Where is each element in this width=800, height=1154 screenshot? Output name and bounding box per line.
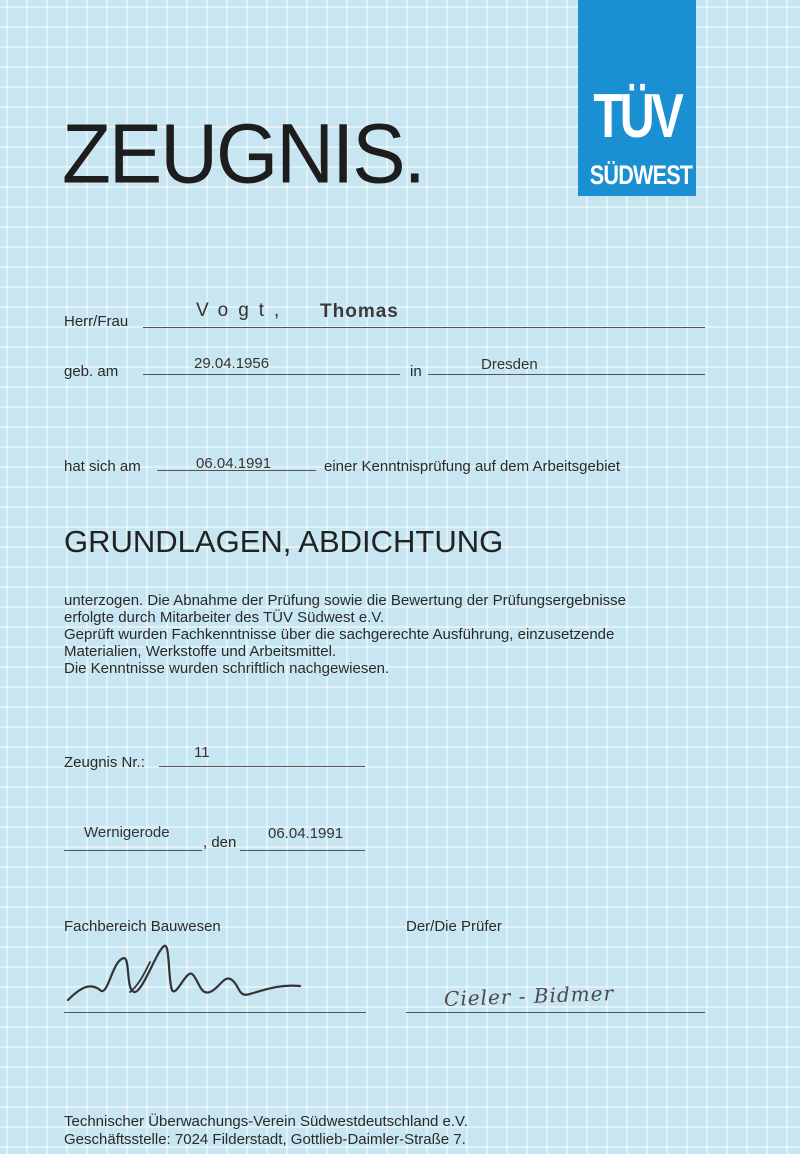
- name-line: [143, 327, 705, 328]
- right-signature: Cieler - Bidmer: [443, 981, 615, 1011]
- place-value: Wernigerode: [84, 824, 170, 841]
- place-line: [64, 850, 202, 851]
- logo-line1: TÜV: [593, 82, 681, 151]
- body-paragraph: [64, 592, 744, 677]
- footer-line2: Geschäftsstelle: 7024 Filderstadt, Gottlieb-Daimler-Straße 7.: [64, 1131, 466, 1148]
- surname-value: Vogt,: [196, 300, 290, 321]
- certificate-number-value: 11: [194, 744, 210, 761]
- birth-place-line: [428, 374, 705, 375]
- left-signature-label: Fachbereich Bauwesen: [64, 918, 221, 935]
- exam-prefix: hat sich am: [64, 458, 141, 475]
- birth-label: geb. am: [64, 363, 119, 380]
- exam-suffix: einer Kenntnisprüfung auf dem Arbeitsgebiet: [324, 458, 621, 475]
- date-label: , den: [203, 834, 237, 851]
- paragraph-line: Materialien, Werkstoffe und Arbeitsmittel.: [64, 643, 337, 660]
- date-value: 06.04.1991: [268, 825, 344, 842]
- paragraph-line: unterzogen. Die Abnahme der Prüfung sowie die Bewertung der Prüfungsergebnisse: [64, 592, 627, 609]
- right-signature-line: [406, 1012, 705, 1013]
- certificate-number-label: Zeugnis Nr.:: [64, 754, 145, 771]
- logo-line2: SÜDWEST: [589, 160, 693, 190]
- tuv-logo: [578, 0, 696, 196]
- left-signature-line: [64, 1012, 366, 1013]
- birth-date-value: 29.04.1956: [194, 355, 270, 372]
- footer-line1: Technischer Überwachungs-Verein Südwestdeutschland e.V.: [64, 1113, 468, 1130]
- footer: [64, 1113, 468, 1149]
- paragraph-line: Die Kenntnisse wurden schriftlich nachgewiesen.: [64, 660, 390, 677]
- first-name-value: Thomas: [320, 301, 399, 322]
- birth-place-value: Dresden: [481, 356, 538, 373]
- paragraph-line: Geprüft wurden Fachkenntnisse über die sachgerechte Ausführung, einzusetzende: [64, 626, 615, 643]
- name-label: Herr/Frau: [64, 313, 129, 330]
- birth-place-label: in: [410, 363, 422, 380]
- document-title: ZEUGNIS.: [62, 106, 424, 201]
- exam-date-value: 06.04.1991: [196, 455, 272, 472]
- right-signature-label: Der/Die Prüfer: [406, 918, 502, 935]
- left-signature: [60, 940, 320, 1015]
- certificate-number-line: [159, 766, 365, 767]
- exam-subject: GRUNDLAGEN, ABDICHTUNG: [64, 524, 504, 559]
- birth-date-line: [143, 374, 400, 375]
- paragraph-line: erfolgte durch Mitarbeiter des TÜV Südwest e.V.: [64, 609, 385, 626]
- date-line: [240, 850, 365, 851]
